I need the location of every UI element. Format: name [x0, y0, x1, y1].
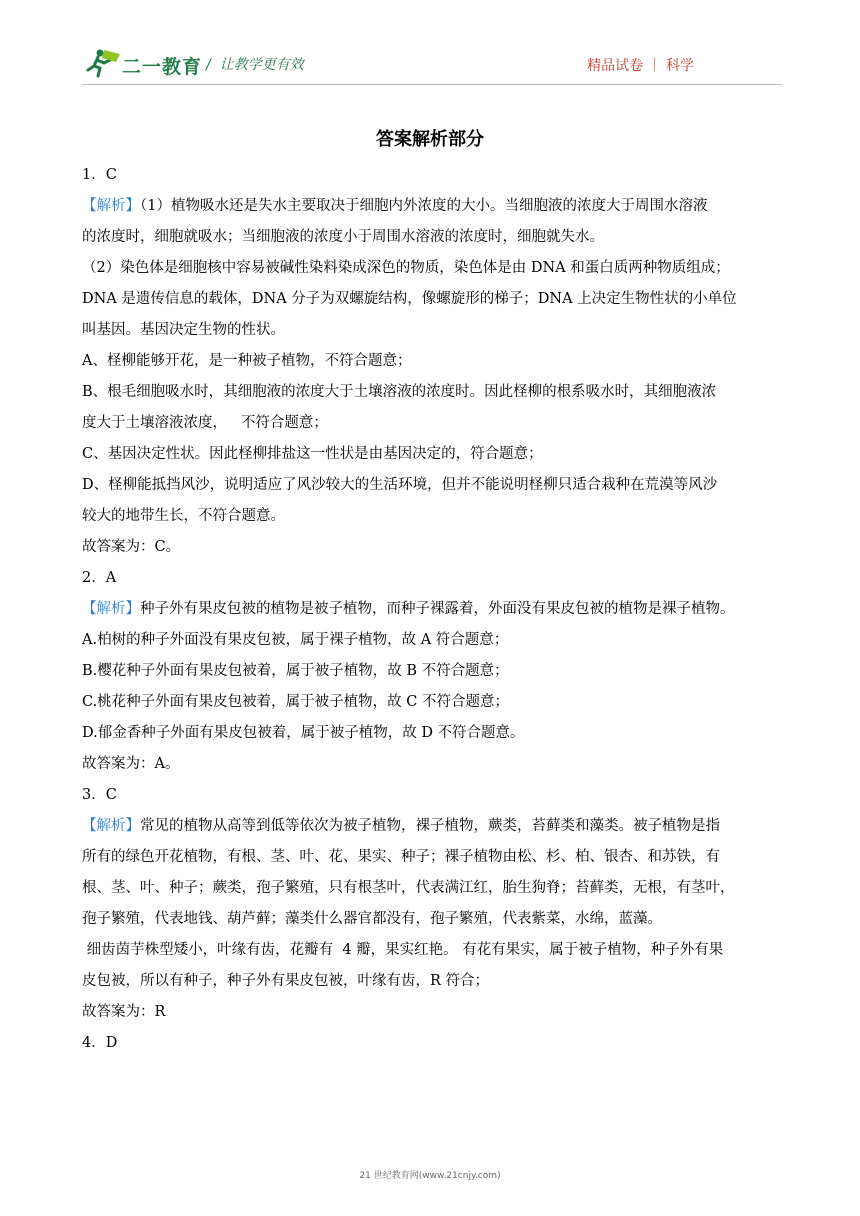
header-separator: / — [206, 57, 211, 73]
header-slogan — [206, 54, 304, 74]
page-footer: 21 世纪教育网(www.21cnjy.com) — [359, 1171, 501, 1181]
content-line: A.柏树的种子外面没有果皮包被，属于裸子植物，故 A 符合题意； — [82, 632, 509, 648]
content-line: B、根毛细胞吸水时，其细胞液的浓度大于土壤溶液的浓度时。因此柽柳的根系吸水时，其细胞液浓 — [82, 384, 717, 400]
content-line: 的浓度时，细胞就吸水；当细胞液的浓度小于周围水溶液的浓度时，细胞就失水。 — [82, 229, 604, 245]
content-line: 所有的绿色开花植物，有根、茎、叶、花、果实、种子；裸子植物由松、杉、柏、银杏、和苏铁，有 — [82, 849, 720, 865]
analysis-text: 种子外有果皮包被的植物是被子植物，而种子裸露着，外面没有果皮包被的植物是裸子植物。 — [140, 601, 735, 617]
content-line — [82, 811, 782, 842]
content-line: 故答案为：R — [82, 1004, 166, 1020]
content-line: 较大的地带生长，不符合题意。 — [82, 508, 285, 524]
content-line: 4．D — [82, 1035, 118, 1051]
content-line: 叫基因。基因决定生物的性状。 — [82, 322, 285, 338]
logo-text: 二一教育 — [122, 56, 203, 78]
content-line — [82, 594, 782, 625]
content-line — [82, 191, 782, 222]
content-line: C、基因决定性状。因此柽柳排盐这一性状是由基因决定的，符合题意； — [82, 446, 543, 462]
content-line: 故答案为：C。 — [82, 539, 181, 555]
content-line: D、柽柳能抵挡风沙，说明适应了风沙较大的生活环境，但并不能说明柽柳只适合栽种在荒漠等风沙 — [82, 477, 718, 493]
analysis-text: （1）植物吸水还是失水主要取决于细胞内外浓度的大小。当细胞液的浓度大于周围水溶液 — [140, 198, 708, 214]
header-divider — [82, 84, 782, 85]
content-line: 皮包被，所以有种子，种子外有果皮包被，叶缘有齿，R 符合； — [82, 973, 490, 989]
content-line: （2）染色体是细胞核中容易被碱性染料染成深色的物质，染色体是由 DNA 和蛋白质两种物质组成； — [82, 260, 730, 276]
page-header — [0, 0, 860, 92]
content-line: 2．A — [82, 570, 117, 586]
answer-content — [82, 160, 782, 1059]
analysis-tag: 【解析】 — [82, 198, 140, 214]
content-line: D.郁金香种子外面有果皮包被着，属于被子植物，故 D 不符合题意。 — [82, 725, 525, 741]
content-line: 孢子繁殖，代表地钱、葫芦藓；藻类什么器官都没有，孢子繁殖，代表紫菜，水绵，蓝藻。 — [82, 911, 662, 927]
analysis-tag: 【解析】 — [82, 601, 140, 617]
content-line: 细齿茵芋株型矮小，叶缘有齿，花瓣有 4 瓣，果实红艳。 有花有果实，属于被子植物，种子外有果 — [82, 942, 724, 958]
content-line: 根、茎、叶、种子；蕨类，孢子繁殖，只有根茎叶，代表满江红，胎生狗脊；苔藓类，无根，有茎叶， — [82, 880, 735, 896]
content-line: 3．C — [82, 787, 117, 803]
content-line: DNA 是遗传信息的载体，DNA 分子为双螺旋结构，像螺旋形的梯子；DNA 上决定生物性状的小单位 — [82, 291, 737, 307]
content-line: 1．C — [82, 167, 117, 183]
analysis-tag: 【解析】 — [82, 818, 140, 834]
page-title: 答案解析部分 — [376, 129, 484, 150]
content-line: B.樱花种子外面有果皮包被着，属于被子植物，故 B 不符合题意； — [82, 663, 509, 679]
content-line: 故答案为：A。 — [82, 756, 180, 772]
header-category: 精品试卷 ｜ 科学 — [587, 58, 694, 74]
content-line: 度大于土壤溶液浓度， 不符合题意； — [82, 415, 328, 431]
analysis-text: 常见的植物从高等到低等依次为被子植物，裸子植物，蕨类，苔藓类和藻类。被子植物是指 — [140, 818, 720, 834]
slogan-text: 让教学更有效 — [219, 57, 304, 73]
content-line: C.桃花种子外面有果皮包被着，属于被子植物，故 C 不符合题意； — [82, 694, 509, 710]
content-line: A、柽柳能够开花，是一种被子植物，不符合题意； — [82, 353, 412, 369]
